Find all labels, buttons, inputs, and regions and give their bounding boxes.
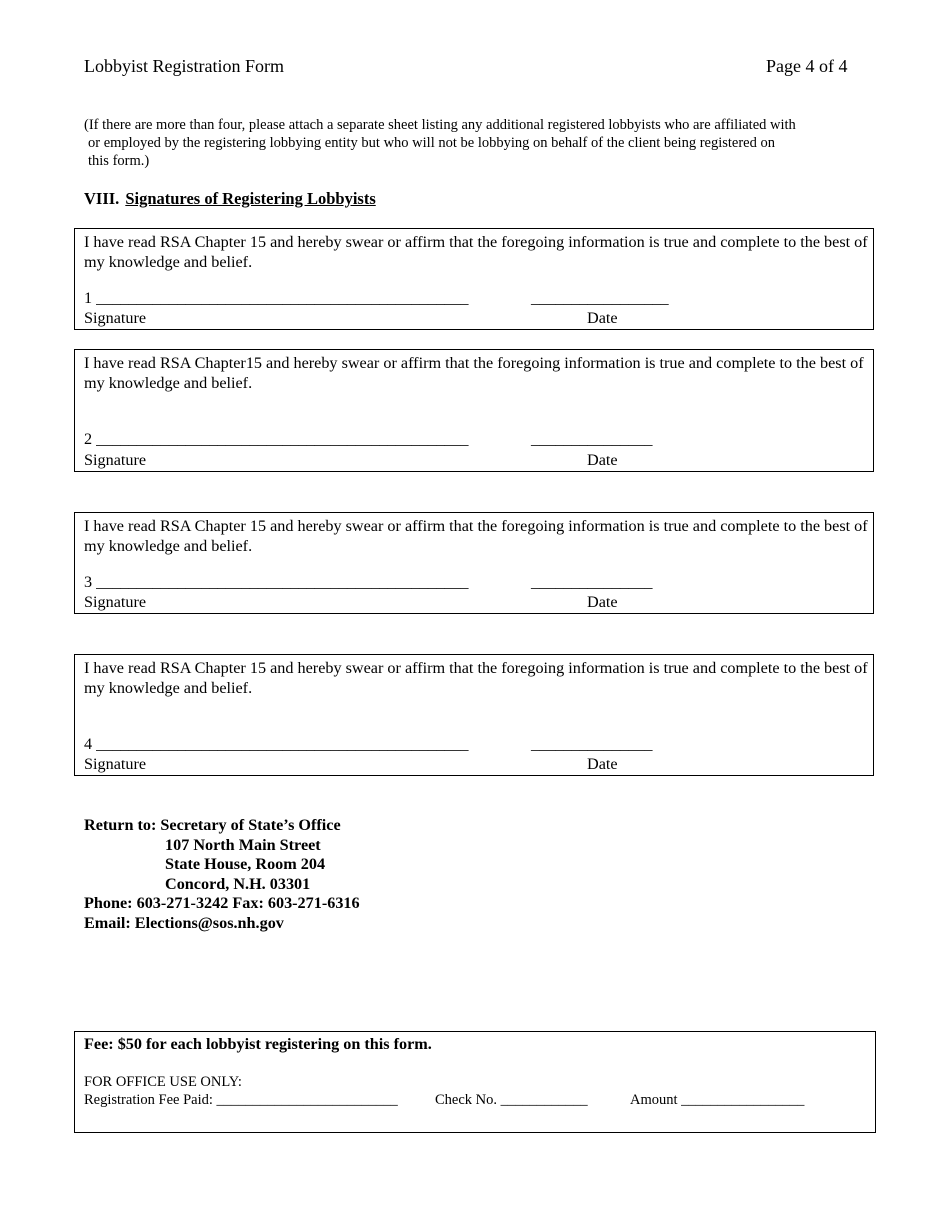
form-title: Lobbyist Registration Form bbox=[84, 56, 284, 76]
city-line: Concord, N.H. 03301 bbox=[165, 874, 311, 893]
signature-label: Signature bbox=[84, 309, 147, 327]
return-to-line: Return to: Secretary of State’s Office bbox=[84, 816, 341, 834]
note-line-1: (If there are more than four, please attach a separate sheet listing any additional registered lobbyists who are affiliated with bbox=[84, 117, 796, 133]
signature-box-3 bbox=[74, 512, 874, 614]
affirmation-statement: I have read RSA Chapter 15 and hereby swear or affirm that the foregoing information is true and complete to the best of my knowledge and belief. bbox=[84, 659, 868, 697]
affirmation-statement: I have read RSA Chapter15 and hereby swear or affirm that the foregoing information is true and complete to the best of my knowledge and belief. bbox=[84, 354, 864, 392]
phone-fax-line: Phone: 603-271-3242 Fax: 603-271-6316 bbox=[84, 894, 360, 913]
fee-title: Fee: $50 for each lobbyist registering on this form. bbox=[84, 1035, 432, 1053]
signature-line[interactable]: 4 ______________________________________________ bbox=[84, 735, 469, 753]
signature-line[interactable]: 2 ______________________________________________ bbox=[84, 430, 469, 448]
email-line: Email: Elections@sos.nh.gov bbox=[84, 913, 284, 932]
signature-box-4 bbox=[74, 654, 874, 776]
section-heading bbox=[84, 189, 376, 209]
section-title: Signatures of Registering Lobbyists bbox=[125, 189, 376, 208]
signature-label: Signature bbox=[84, 755, 147, 773]
registration-fee-field[interactable]: Registration Fee Paid: _________________________ bbox=[84, 1092, 398, 1108]
street-line: 107 North Main Street bbox=[165, 835, 321, 854]
affirmation-statement: I have read RSA Chapter 15 and hereby swear or affirm that the foregoing information is true and complete to the best of my knowledge and belief. bbox=[84, 517, 868, 555]
section-number: VIII. bbox=[84, 189, 120, 208]
date-label: Date bbox=[587, 451, 618, 469]
check-number-field[interactable]: Check No. ____________ bbox=[435, 1092, 588, 1108]
note-line-3: this form.) bbox=[88, 153, 150, 169]
return-address bbox=[84, 816, 360, 934]
date-line[interactable]: _________________ bbox=[531, 289, 669, 307]
signature-box-2 bbox=[74, 349, 874, 472]
signature-box-1 bbox=[74, 228, 874, 330]
signature-line[interactable]: 3 ______________________________________________ bbox=[84, 573, 469, 591]
date-line[interactable]: _______________ bbox=[531, 735, 653, 753]
page-number: Page 4 of 4 bbox=[766, 56, 848, 76]
building-line: State House, Room 204 bbox=[165, 855, 326, 874]
signature-label: Signature bbox=[84, 451, 147, 469]
date-line[interactable]: _______________ bbox=[531, 573, 653, 591]
date-label: Date bbox=[587, 593, 618, 611]
date-label: Date bbox=[587, 755, 618, 773]
office-use-label: FOR OFFICE USE ONLY: bbox=[84, 1074, 242, 1090]
affirmation-statement: I have read RSA Chapter 15 and hereby swear or affirm that the foregoing information is true and complete to the best of my knowledge and belief. bbox=[84, 233, 868, 271]
date-label: Date bbox=[587, 309, 618, 327]
additional-lobbyists-note bbox=[84, 116, 864, 170]
signature-line[interactable]: 1 ______________________________________________ bbox=[84, 289, 469, 307]
date-line[interactable]: _______________ bbox=[531, 430, 653, 448]
amount-field[interactable]: Amount _________________ bbox=[630, 1092, 805, 1108]
signature-label: Signature bbox=[84, 593, 147, 611]
note-line-2: or employed by the registering lobbying entity but who will not be lobbying on behalf of the client being registered on bbox=[88, 135, 775, 151]
fee-box bbox=[74, 1031, 876, 1133]
